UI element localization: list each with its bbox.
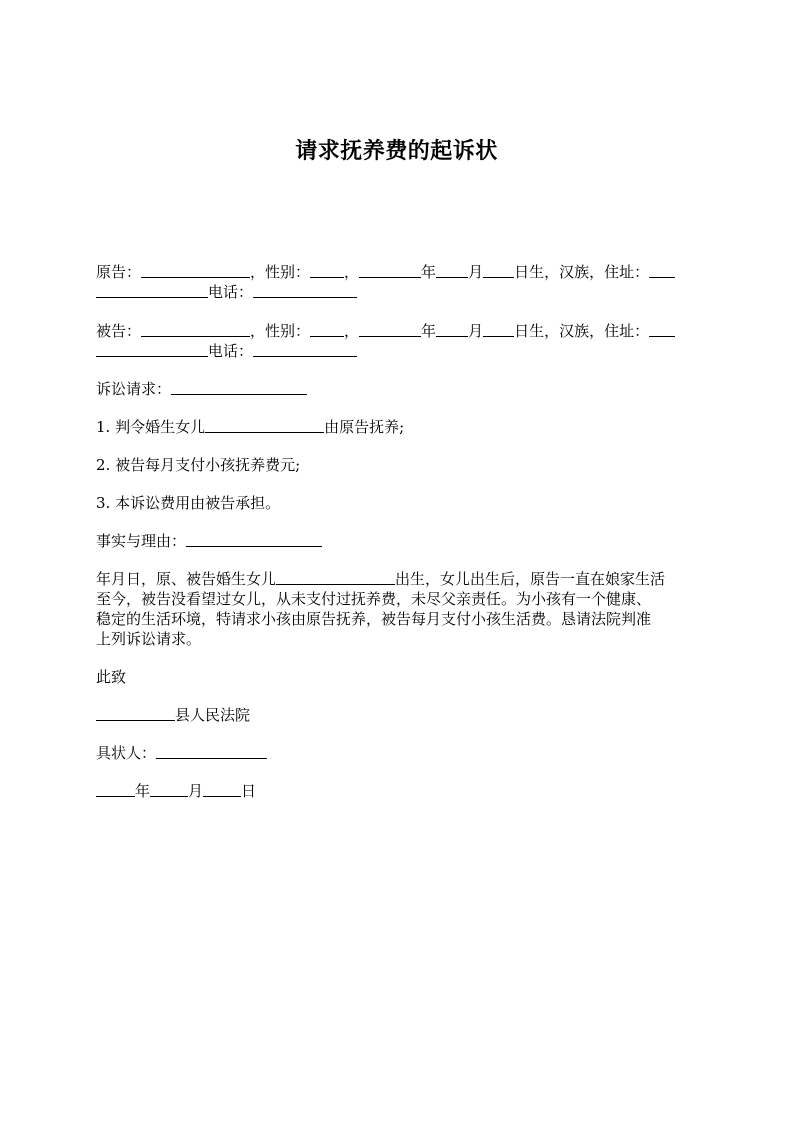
defendant-phone-label: 电话： (208, 342, 254, 360)
defendant-line-1 (96, 321, 700, 341)
salutation: 此致 (96, 668, 127, 686)
signer-line (96, 743, 700, 763)
defendant-name-blank[interactable] (141, 321, 250, 337)
defendant-birth-year-blank[interactable] (359, 321, 421, 337)
facts-line-1 (96, 569, 700, 589)
defendant-address-blank[interactable] (649, 321, 675, 337)
defendant-gender-blank[interactable] (310, 321, 344, 337)
date-day-blank[interactable] (203, 781, 241, 797)
plaintiff-gender-blank[interactable] (310, 262, 344, 278)
defendant-label: 被告： (96, 322, 142, 340)
plaintiff-line-1 (96, 262, 700, 282)
date-year-blank[interactable] (96, 781, 135, 797)
facts-paragraph (96, 569, 700, 649)
date-line (96, 781, 700, 801)
defendant-birth-day-blank[interactable] (483, 321, 514, 337)
defendant-block (96, 321, 700, 361)
facts-heading: 事实与理由： (96, 532, 187, 550)
claim-2: 2. 被告每月支付小孩抚养费元; (96, 456, 301, 474)
defendant-birth-month-blank[interactable] (436, 321, 468, 337)
plaintiff-month-label: 月 (468, 263, 484, 281)
facts-line-1-suffix: 出生，女儿出生后，原告一直在娘家生活 (395, 570, 666, 588)
claim-1 (96, 417, 700, 437)
court-name-blank[interactable] (96, 705, 175, 721)
plaintiff-phone-label: 电话： (208, 283, 254, 301)
plaintiff-gender-label: ，性别： (250, 263, 311, 281)
facts-heading-line (96, 531, 700, 551)
defendant-line-2 (96, 341, 700, 361)
claim-1-suffix: 由原告抚养; (324, 418, 405, 436)
document-body (96, 262, 700, 801)
plaintiff-birth-label: 日生，汉族，住址： (514, 263, 650, 281)
plaintiff-birth-day-blank[interactable] (483, 262, 514, 278)
page-title: 请求抚养费的起诉状 (295, 139, 498, 164)
plaintiff-name-blank[interactable] (141, 262, 250, 278)
facts-line-3: 稳定的生活环境，特请求小孩由原告抚养，被告每月支付小孩生活费。恳请法院判准 (96, 610, 652, 628)
defendant-month-label: 月 (468, 322, 484, 340)
facts-blank[interactable] (186, 531, 322, 547)
facts-child-blank[interactable] (276, 569, 395, 585)
plaintiff-address-blank-cont[interactable] (96, 282, 208, 298)
plaintiff-block (96, 262, 700, 302)
facts-line-2: 至今，被告没看望过女儿，从未支付过抚养费，未尽父亲责任。为小孩有一个健康、 (96, 590, 652, 608)
signer-blank[interactable] (156, 743, 267, 759)
defendant-year-label: 年 (421, 322, 437, 340)
court-line (96, 705, 700, 725)
plaintiff-birth-month-blank[interactable] (436, 262, 468, 278)
claims-heading: 诉讼请求： (96, 380, 172, 398)
defendant-comma: ， (344, 322, 360, 340)
date-month-label: 月 (188, 782, 204, 800)
claims-heading-line (96, 379, 700, 399)
plaintiff-address-blank[interactable] (649, 262, 675, 278)
facts-prefix: 年月日，原、被告婚生女儿 (96, 570, 277, 588)
plaintiff-label: 原告： (96, 263, 142, 281)
facts-line-4: 上列诉讼请求。 (96, 630, 202, 648)
plaintiff-phone-blank[interactable] (253, 282, 357, 298)
defendant-gender-label: ，性别： (250, 322, 311, 340)
plaintiff-comma: ， (344, 263, 360, 281)
defendant-birth-label: 日生，汉族，住址： (514, 322, 650, 340)
plaintiff-year-label: 年 (421, 263, 437, 281)
claims-blank[interactable] (171, 379, 307, 395)
plaintiff-birth-year-blank[interactable] (359, 262, 421, 278)
claim-3: 3. 本诉讼费用由被告承担。 (96, 494, 281, 512)
defendant-address-blank-cont[interactable] (96, 341, 208, 357)
date-month-blank[interactable] (150, 781, 188, 797)
date-day-label: 日 (241, 782, 257, 800)
defendant-phone-blank[interactable] (253, 341, 357, 357)
plaintiff-line-2 (96, 282, 700, 302)
court-suffix: 县人民法院 (175, 706, 251, 724)
date-year-label: 年 (135, 782, 151, 800)
signer-label: 具状人： (96, 744, 157, 762)
claim-1-prefix: 1. 判令婚生女儿 (96, 418, 206, 436)
claim-1-child-blank[interactable] (205, 417, 324, 433)
